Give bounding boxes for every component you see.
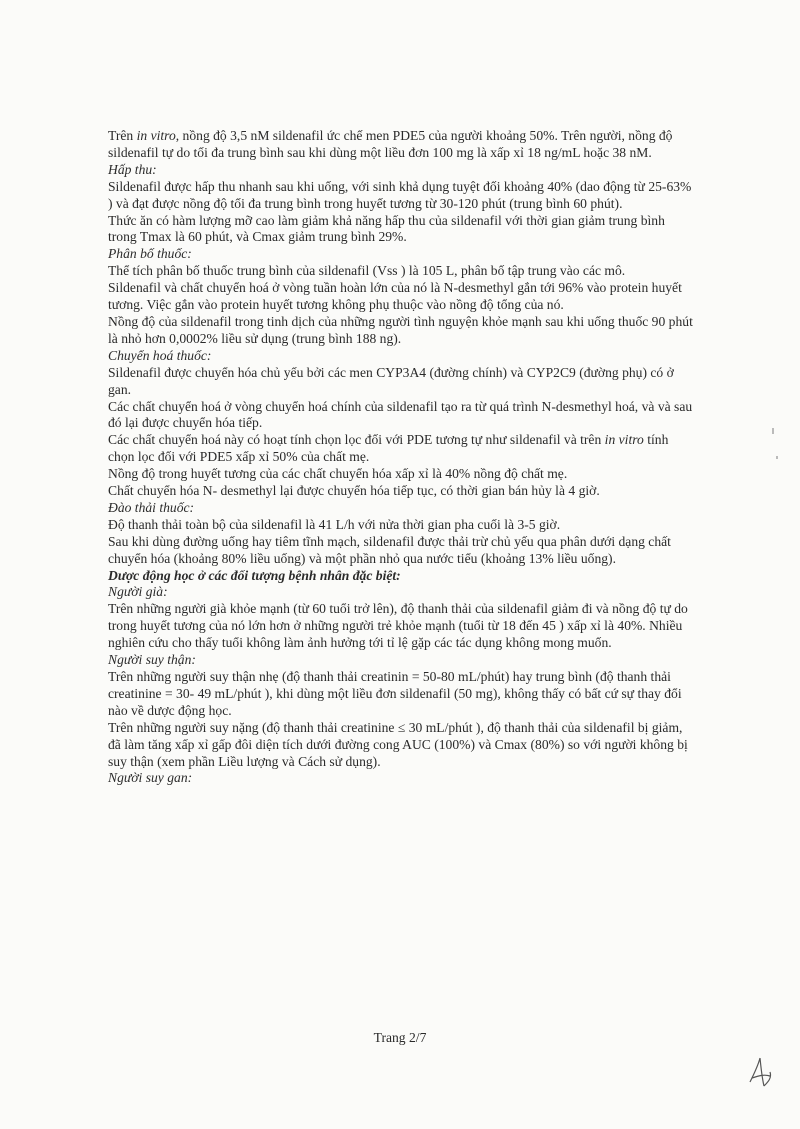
section-heading <box>108 584 696 601</box>
text-run: Chuyển hoá thuốc: <box>108 347 212 363</box>
text-run: Đào thải thuốc: <box>108 499 195 515</box>
paragraph <box>108 314 696 348</box>
handwritten-initial-mark <box>740 1052 780 1092</box>
document-body <box>108 128 696 787</box>
text-run: Hấp thu: <box>108 161 157 177</box>
section-heading <box>108 770 696 787</box>
paragraph <box>108 179 696 213</box>
paragraph <box>108 399 696 433</box>
italic-term: in vitro <box>604 432 644 448</box>
paragraph <box>108 128 696 162</box>
text-run: Độ thanh thải toàn bộ của sildenafil là 41 L/h với nửa thời gian pha cuối là 3-5 giờ. <box>108 516 561 532</box>
text-run: , nồng độ 3,5 nM sildenafil ức chế men PDE5 của người khoảng 50%. Trên người, nồng độ sildenafil tự do tối đa trung bình sau khi dùng một liều đơn 100 mg là xấp xỉ 18 ng/mL hoặc 38 nM. <box>108 128 673 160</box>
text-run: Chất chuyển hóa N- desmethyl lại được chuyển hóa tiếp tục, có thời gian bán hủy là 4 giờ. <box>108 483 600 499</box>
section-heading <box>108 246 696 263</box>
text-run: Người suy thận: <box>108 652 196 668</box>
paragraph <box>108 483 696 500</box>
text-run: Người suy gan: <box>108 770 193 786</box>
text-run: tính chọn lọc đối với PDE5 xấp xỉ 50% của chất mẹ. <box>108 432 669 465</box>
paragraph <box>108 263 696 280</box>
paragraph <box>108 466 696 483</box>
text-run: Thể tích phân bố thuốc trung bình của sildenafil (Vss ) là 105 L, phân bố tập trung vào các mô. <box>108 263 626 279</box>
text-run: Sau khi dùng đường uống hay tiêm tĩnh mạch, sildenafil được thải trừ chủ yếu qua phân dưới dạng chất chuyển hóa (khoảng 80% liều uống) và một phần nhỏ qua nước tiểu (khoảng 13% liều uống). <box>108 533 671 566</box>
text-run: Dược động học ở các đối tượng bệnh nhân đặc biệt: <box>108 567 401 583</box>
text-run: Trên những người suy nặng (độ thanh thải creatinine ≤ 30 mL/phút ), độ thanh thải của sildenafil bị giảm, đã làm tăng xấp xỉ gấp đôi diện tích dưới đường cong AUC (100%) và Cmax (80%) so với người không bị suy thận (xem phần Liều lượng và Cách sử dụng). <box>108 719 688 769</box>
text-run: Trên những người suy thận nhẹ (độ thanh thải creatinin = 50-80 mL/phút) hay trung bình (độ thanh thải creatinine = 30- 49 mL/phút ), khi dùng một liều đơn sildenafil (50 mg), không thấy có bất cứ sự thay đổi nào về dược động học. <box>108 669 682 718</box>
paragraph <box>108 534 696 568</box>
text-run: Trên <box>108 128 137 143</box>
text-run: Các chất chuyển hoá ở vòng chuyển hoá chính của sildenafil tạo ra từ quá trình N-desmethyl hoá, và và sau đó lại được chuyển hóa tiếp. <box>108 398 693 431</box>
text-run: Sildenafil và chất chuyển hoá ở vòng tuần hoàn lớn của nó là N-desmethyl gắn tới 96% vào protein huyết tương. Việc gắn vào protein huyết tương không phụ thuộc vào nồng độ tổng của nó. <box>108 280 682 313</box>
text-run: Thức ăn có hàm lượng mỡ cao làm giảm khả năng hấp thu của sildenafil với thời gian giảm trung bình trong Tmax là 60 phút, và Cmax giảm trung bình 29%. <box>108 212 665 245</box>
paragraph <box>108 601 696 652</box>
section-heading <box>108 162 696 179</box>
scan-speck <box>772 428 774 434</box>
text-run: Nồng độ của sildenafil trong tinh dịch của những người tình nguyện khỏe mạnh sau khi uống thuốc 90 phút là nhỏ hơn 0,0002% liều sử dụng (trung bình 188 ng). <box>108 313 693 346</box>
text-run: Sildenafil được hấp thu nhanh sau khi uống, với sinh khả dụng tuyệt đối khoảng 40% (dao động từ 25-63% ) và đạt được nồng độ tối đa trung bình trong huyết tương từ 30-120 phút (trung bình 60 phút). <box>108 178 692 211</box>
text-run: Phân bố thuốc: <box>108 246 192 262</box>
scan-speck <box>776 456 778 459</box>
section-title <box>108 568 696 585</box>
paragraph <box>108 432 696 466</box>
section-heading <box>108 500 696 517</box>
paragraph <box>108 365 696 399</box>
paragraph <box>108 720 696 771</box>
section-heading <box>108 652 696 669</box>
page-number: Trang 2/7 <box>373 1030 427 1045</box>
paragraph <box>108 517 696 534</box>
paragraph <box>108 213 696 247</box>
text-run: Người già: <box>108 584 168 600</box>
section-heading <box>108 348 696 365</box>
text-run: Các chất chuyển hoá này có hoạt tính chọn lọc đối với PDE tương tự như sildenafil và trên <box>108 432 605 448</box>
text-run: Nồng độ trong huyết tương của các chất chuyển hóa xấp xỉ là 40% nồng độ chất mẹ. <box>108 466 568 482</box>
text-run: Sildenafil được chuyển hóa chủ yếu bởi các men CYP3A4 (đường chính) và CYP2C9 (đường phụ) có ở gan. <box>108 364 674 397</box>
paragraph <box>108 280 696 314</box>
italic-term: in vitro <box>136 128 176 143</box>
paragraph <box>108 669 696 720</box>
text-run: Trên những người già khỏe mạnh (từ 60 tuổi trở lên), độ thanh thải của sildenafil giảm đi và nồng độ tự do trong huyết tương của nó lớn hơn ở những người trẻ khỏe mạnh (tuổi từ 18 đến 45 ) xấp xỉ là 40%. Nhiều nghiên cứu cho thấy tuổi không làm ảnh hưởng tới tỉ lệ gặp các tác dụng không mong muốn. <box>108 601 688 651</box>
